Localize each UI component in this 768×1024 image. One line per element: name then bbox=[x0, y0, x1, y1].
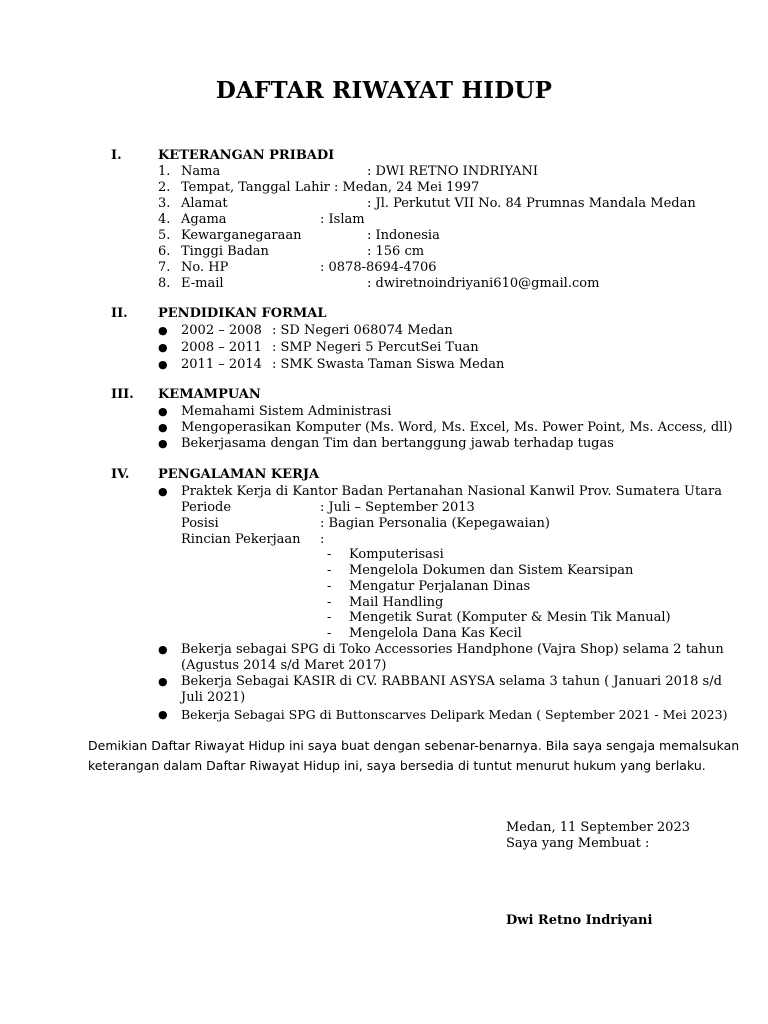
job-title: Praktek Kerja di Kantor Badan Pertanahan Nasional Kanwil Prov. Sumatera Utara bbox=[181, 484, 722, 499]
item-number: 3. bbox=[158, 196, 171, 211]
job-field-label: Posisi bbox=[181, 516, 219, 531]
item-value: : DWI RETNO INDRIYANI bbox=[367, 164, 539, 179]
item-label: Tinggi Badan bbox=[181, 244, 269, 259]
item-value: : Indonesia bbox=[367, 228, 440, 243]
job-field-value: : Juli – September 2013 bbox=[320, 500, 475, 515]
task-item: Mengatur Perjalanan Dinas bbox=[349, 579, 531, 594]
job-title-continued: Juli 2021) bbox=[181, 690, 246, 705]
education-years: 2011 – 2014 bbox=[181, 357, 262, 372]
item-label: No. HP bbox=[181, 260, 229, 275]
job-field-label: Rincian Pekerjaan bbox=[181, 532, 301, 547]
item-label: Agama bbox=[181, 212, 227, 227]
education-school: : SMK Swasta Taman Siswa Medan bbox=[272, 357, 505, 372]
job-title: Bekerja Sebagai KASIR di CV. RABBANI ASYSA selama 3 tahun ( Januari 2018 s/d bbox=[181, 674, 722, 689]
section-heading-personal: KETERANGAN PRIBADI bbox=[158, 148, 335, 163]
education-school: : SD Negeri 068074 Medan bbox=[272, 323, 453, 338]
item-value: : dwiretnoindriyani610@gmail.com bbox=[367, 276, 600, 291]
item-label: Tempat, Tanggal Lahir : Medan, 24 Mei 1997 bbox=[181, 180, 480, 195]
section-heading-experience: PENGALAMAN KERJA bbox=[158, 467, 320, 482]
item-label: Kewarganegaraan bbox=[181, 228, 302, 243]
job-title: Bekerja sebagai SPG di Toko Accessories Handphone (Vajra Shop) selama 2 tahun bbox=[181, 642, 724, 657]
task-item: Mengelola Dana Kas Kecil bbox=[349, 626, 522, 641]
closing-statement-line-1: Demikian Daftar Riwayat Hidup ini saya buat dengan sebenar-benarnya. Bila saya sengaja memalsukan bbox=[88, 738, 740, 753]
task-dash: - bbox=[327, 547, 332, 562]
task-dash: - bbox=[327, 595, 332, 610]
item-label: Alamat bbox=[181, 196, 228, 211]
section-heading-skills: KEMAMPUAN bbox=[158, 387, 261, 402]
task-item: Mengelola Dokumen dan Sistem Kearsipan bbox=[349, 563, 634, 578]
item-number: 8. bbox=[158, 276, 171, 291]
education-years: 2008 – 2011 bbox=[181, 340, 262, 355]
item-value: : 0878-8694-4706 bbox=[320, 260, 437, 275]
education-school: : SMP Negeri 5 PercutSei Tuan bbox=[272, 340, 479, 355]
bullet-icon: ● bbox=[158, 437, 168, 450]
item-value: : Islam bbox=[320, 212, 365, 227]
job-field-colon: : bbox=[320, 532, 325, 547]
task-dash: - bbox=[327, 626, 332, 641]
bullet-icon: ● bbox=[158, 341, 168, 354]
bullet-icon: ● bbox=[158, 485, 168, 498]
section-number: III. bbox=[111, 387, 134, 402]
bullet-icon: ● bbox=[158, 708, 168, 721]
job-field-label: Periode bbox=[181, 500, 232, 515]
task-item: Komputerisasi bbox=[349, 547, 444, 562]
bullet-icon: ● bbox=[158, 358, 168, 371]
item-number: 2. bbox=[158, 180, 171, 195]
bullet-icon: ● bbox=[158, 421, 168, 434]
task-item: Mail Handling bbox=[349, 595, 444, 610]
bullet-icon: ● bbox=[158, 405, 168, 418]
bullet-icon: ● bbox=[158, 324, 168, 337]
item-label: Nama bbox=[181, 164, 221, 179]
item-value: : Jl. Perkutut VII No. 84 Prumnas Mandala Medan bbox=[367, 196, 696, 211]
section-number: II. bbox=[111, 306, 128, 321]
item-number: 6. bbox=[158, 244, 171, 259]
education-years: 2002 – 2008 bbox=[181, 323, 262, 338]
task-item: Mengetik Surat (Komputer & Mesin Tik Manual) bbox=[349, 610, 671, 625]
item-number: 4. bbox=[158, 212, 171, 227]
skill-item: Mengoperasikan Komputer (Ms. Word, Ms. Excel, Ms. Power Point, Ms. Access, dll) bbox=[181, 420, 733, 435]
section-heading-education: PENDIDIKAN FORMAL bbox=[158, 306, 327, 321]
job-title-continued: (Agustus 2014 s/d Maret 2017) bbox=[181, 658, 387, 673]
bullet-icon: ● bbox=[158, 675, 168, 688]
signature-place-date: Medan, 11 September 2023 bbox=[506, 820, 690, 835]
item-number: 5. bbox=[158, 228, 171, 243]
signature-maker-label: Saya yang Membuat : bbox=[506, 836, 650, 851]
document-title: DAFTAR RIWAYAT HIDUP bbox=[215, 77, 553, 104]
job-title: Bekerja Sebagai SPG di Buttonscarves Delipark Medan ( September 2021 - Mei 2023) bbox=[181, 707, 728, 722]
skill-item: Bekerjasama dengan Tim dan bertanggung jawab terhadap tugas bbox=[181, 436, 614, 451]
closing-statement-line-2: keterangan dalam Daftar Riwayat Hidup ini, saya bersedia di tuntut menurut hukum yang berlaku. bbox=[88, 758, 706, 773]
item-number: 7. bbox=[158, 260, 171, 275]
signature-name: Dwi Retno Indriyani bbox=[506, 913, 653, 928]
item-value: : 156 cm bbox=[367, 244, 425, 259]
job-field-value: : Bagian Personalia (Kepegawaian) bbox=[320, 516, 550, 531]
task-dash: - bbox=[327, 579, 332, 594]
section-number: IV. bbox=[111, 467, 130, 482]
task-dash: - bbox=[327, 563, 332, 578]
skill-item: Memahami Sistem Administrasi bbox=[181, 404, 392, 419]
bullet-icon: ● bbox=[158, 643, 168, 656]
item-number: 1. bbox=[158, 164, 171, 179]
section-number: I. bbox=[111, 148, 122, 163]
item-label: E-mail bbox=[181, 276, 224, 291]
task-dash: - bbox=[327, 610, 332, 625]
